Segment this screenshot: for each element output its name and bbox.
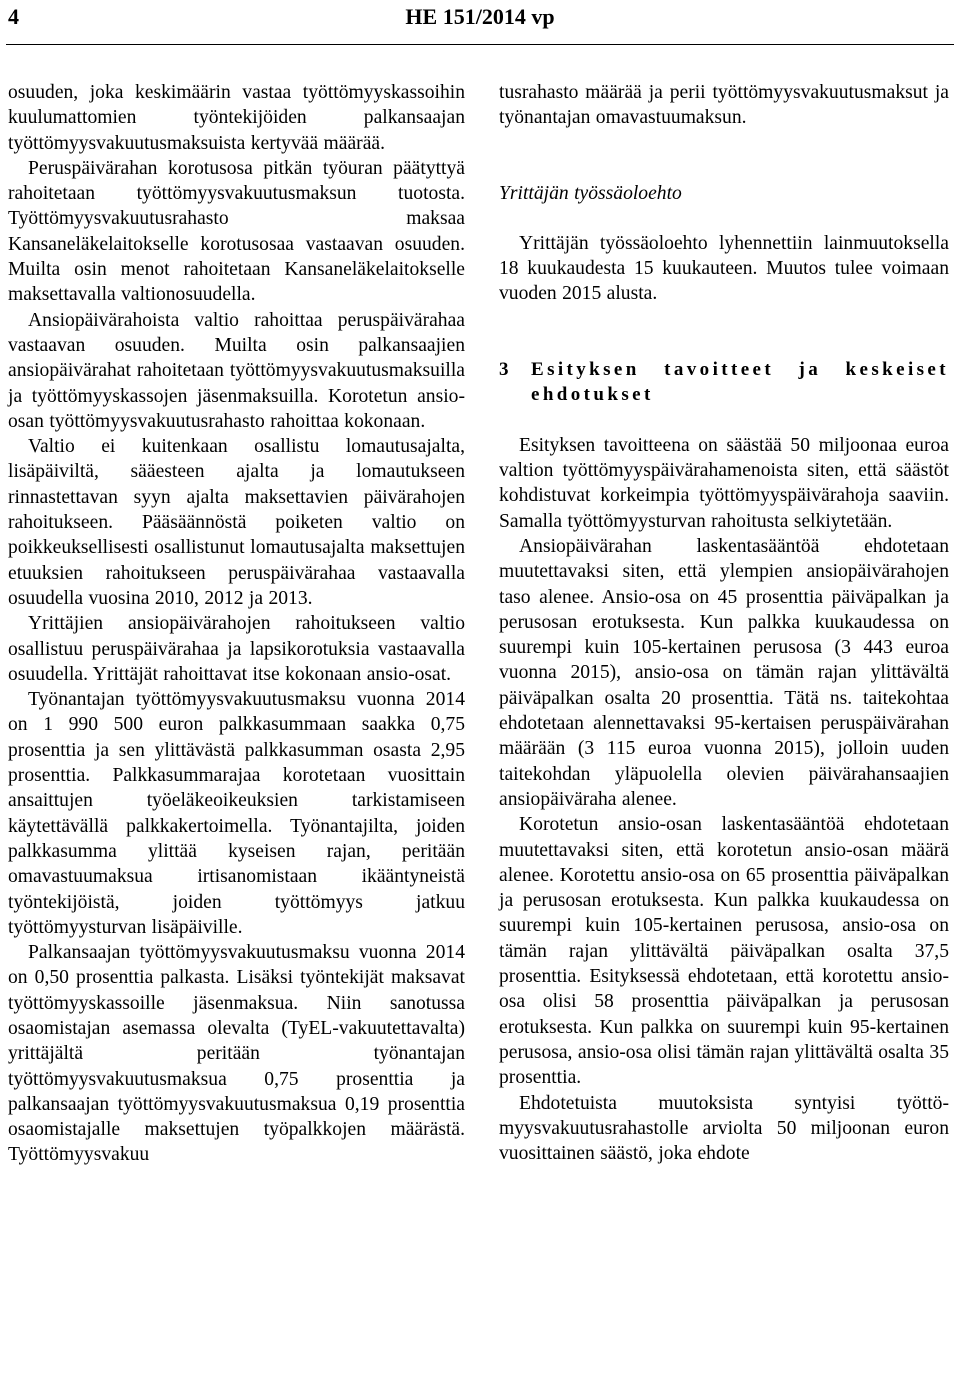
spacer xyxy=(499,131,949,181)
spacer xyxy=(499,408,949,433)
paragraph: Ansiopäivärahoista valtio rahoittaa peruspäivärahaa vastaavan osuuden. Muilta osin palkansaajien ansiopäivärahat rahoitetaan työttömyysvakuutusmaksuilla ja työttömyyskassojen jäsenmaksuilla. Korotetun ansioosan työttömyysvakuutusrahasto rahoittaa kokonaan. xyxy=(8,309,465,432)
paragraph: Palkansaajan työttömyysvakuutusmaksu vuonna 2014 on 0,50 prosenttia palkasta. Lisäksi työntekijät maksavat työttömyyskassoille jäsenmaksua. Niin sanotussa osaomistajan asemassa olevalta (TyEL-vakuutettavalta) yrittäjältä peritään työnantajan työttömyysvakuutusmaksua 0,75 prosenttia ja palkansaajan työttömyysvakuutusmaksua 0,19 prosenttia osaomistajalle maksettujen työpalkkojen määrästä. Työttömyysvakuu xyxy=(8,942,465,1166)
paragraph: Esityksen tavoitteena on säästää 50 miljoonaa euroa valtion työttömyyspäivärahamenoista siten, että säästöt kohdistuvat korkeimpia työttömyyspäivärahoja saaviin. Samalla työttömyysturvan rahoitusta selkiytetään. xyxy=(499,434,949,532)
header-rule xyxy=(6,44,954,45)
section-number: 3 xyxy=(499,358,509,380)
paragraph: Työnantajan työttömyysvakuutusmaksu vuonna 2014 on 1 990 500 euron palkkasummaan saakka 0,75 prosenttia ja sen ylittävästä palkkasumman osasta 2,95 prosenttia. Palkkasummarajaa korotetaan vuosittain ansaittujen työeläkeoikeuksien tarkistamiseen käytettävällä palkkakertoimella. Työnantajilta, joiden palkkasumma ylittää kyseisen rajan, peritään omavastuumaksua irtisanomistaan ikääntyneistä työntekijöistä, joiden työttömyys jatkuu työttömyysturvan lisäpäiville. xyxy=(8,689,465,938)
paragraph: Peruspäivärahan korotusosa pitkän työuran päätyttyä rahoitetaan työttömyysvakuutusmaksun tuotosta. Työttömyysvakuutusrahasto maksaa Kansaneläkelaitokselle korotusosaa vastaavan osuuden. Muilta osin menot rahoitetaan Kansaneläkelaitokselle maksettavalla valtionosuudella. xyxy=(8,157,465,306)
paragraph: osuuden, joka keskimäärin vastaa työttömyyskassoihin kuulumattomien työntekijöiden palkansaajan työttömyysvakuutusmaksuista kertyvää määrää. xyxy=(8,82,465,154)
document-identifier: HE 151/2014 vp xyxy=(405,4,555,29)
paragraph: Yrittäjien ansiopäivärahojen rahoitukseen valtio osallistuu peruspäivärahaa ja lapsikorotuksia vastaavalla osuudella. Yrittäjät rahoittavat itse kokonaan ansio-osat. xyxy=(8,613,465,685)
paragraph: Yrittäjän työssäoloehto lyhennettiin lainmuutoksella 18 kuukaudesta 15 kuukauteen. Muutos tulee voimaan vuoden 2015 alusta. xyxy=(499,232,949,305)
paragraph: Ehdotetuista muutoksista syntyisi työttömyysvakuutusrahastolle arviolta 50 miljoonan euron vuosittainen säästö, joka ehdote xyxy=(499,1092,949,1165)
paragraph-continuation: tusrahasto määrää ja perii työttömyysvakuutusmaksut ja työnantajan omavastuumaksun. xyxy=(499,82,949,129)
right-column xyxy=(499,80,949,1166)
spacer xyxy=(499,307,949,357)
subheading: Yrittäjän työssäoloehto xyxy=(499,182,682,204)
section-heading xyxy=(499,357,949,408)
paragraph: Ansiopäivärahan laskentasääntöä ehdotetaan muutettavaksi siten, että ylempien ansiopäivärahojen taso alenee. Ansio-osa on 45 prosenttia päiväpalkan ja perusosan erotuksesta. Kun palkka kuukaudessa on suurempi kuin 105-kertainen perusosa (3 443 euroa vuonna 2015), ansio-osa on tämän rajan ylittävältä päiväpalkan osalta 20 prosenttia. Tätä ns. taitekohtaa ehdotetaan alennettavaksi 95-kertaisen peruspäivärahan määrään (3 115 euroa vuonna 2015), jolloin uuden taitekohdan yläpuolella olevien päivärahansaajien ansiopäiväraha alenee. xyxy=(499,535,949,810)
section-title: Esityksen tavoitteet ja keskeiset ehdotukset xyxy=(531,358,949,406)
spacer xyxy=(499,206,949,231)
paragraph: Valtio ei kuitenkaan osallistu lomautusajalta, lisäpäiviltä, sääesteen ajalta ja lomautukseen rinnastettavan syyn ajalta maksettavien päivärahojen rahoitukseen. Pääsäännöstä poiketen valtio on poikkeuksellisesti osallistunut lomautusajalta maksettujen etuuksien rahoitukseen peruspäivärahaa vastaavalla osuudella vuosina 2010, 2012 ja 2013. xyxy=(8,436,465,609)
page-number: 4 xyxy=(8,4,19,29)
paragraph: Korotetun ansio-osan laskentasääntöä ehdotetaan muutettavaksi siten, että korotetun ansio-osan määrä alenee. Korotettu ansio-osa on 65 prosenttia päiväpalkan ja perusosan erotuksesta. Kun palkka kuukaudessa on suurempi kuin 105-kertainen perusosa, ansio-osa on tämän rajan ylittävältä päiväpalkan osalta 37,5 prosenttia. Esityksessä ehdotetaan, että korotettu ansio-osa olisi 58 prosenttia päiväpalkan ja perusosan erotuksesta. Kun palkka on suurempi kuin 95-kertainen perusosa, ansio-osa olisi tämän rajan ylittävältä osalta 35 prosenttia. xyxy=(499,814,949,1089)
left-column xyxy=(8,80,465,1168)
